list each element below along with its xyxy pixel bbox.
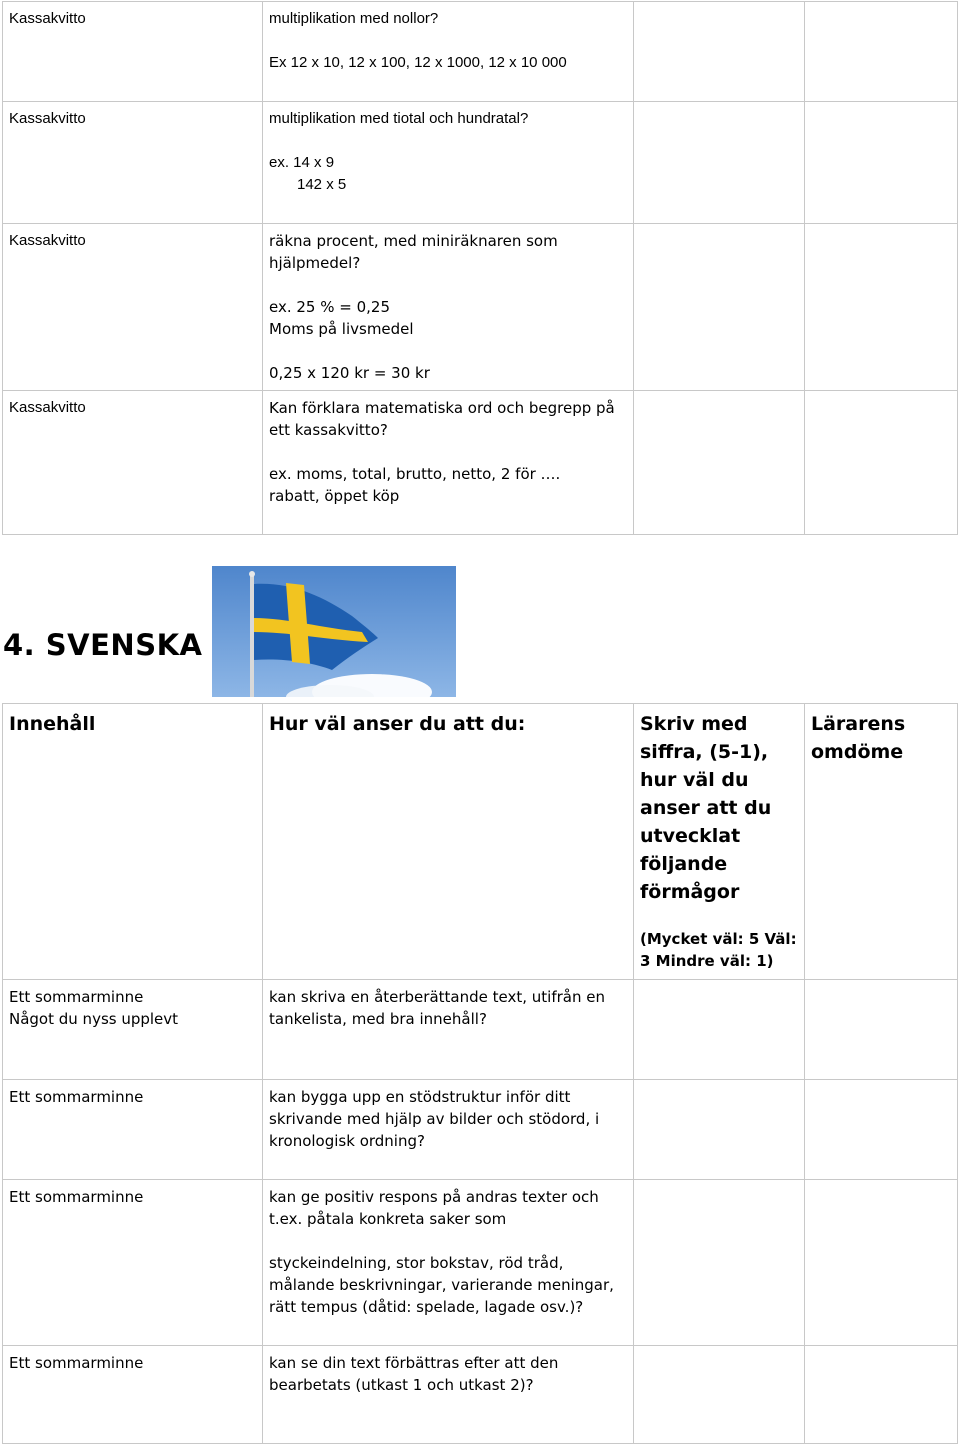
example-text: rabatt, öppet köp — [269, 487, 400, 505]
question-cell — [263, 2, 634, 102]
table-row — [3, 102, 958, 224]
swedish-flag-image — [212, 566, 456, 697]
question-cell — [263, 1180, 634, 1346]
rating-scale-note: (Mycket väl: 5 Väl: 3 Mindre väl: 1) — [640, 930, 797, 970]
content-cell — [3, 1180, 263, 1346]
question-text: räkna procent, med miniräknaren som hjälpmedel? — [269, 232, 558, 272]
content-label: Ett sommarminne — [9, 1088, 144, 1106]
self-rating-cell[interactable] — [634, 102, 805, 224]
example-text: 0,25 x 120 kr = 30 kr — [269, 364, 430, 382]
self-rating-cell[interactable] — [634, 224, 805, 391]
question-text: kan ge positiv respons på andras texter och t.ex. påtala konkreta saker som — [269, 1188, 599, 1228]
content-label: Ett sommarminne — [9, 1188, 144, 1206]
content-cell — [3, 1346, 263, 1444]
header-question — [263, 704, 634, 980]
section-title: 4. SVENSKA — [3, 628, 203, 662]
table-row — [3, 1080, 958, 1180]
self-rating-cell[interactable] — [634, 2, 805, 102]
table-row — [3, 1346, 958, 1444]
example-text: ex. 14 x 9 — [269, 154, 335, 171]
teacher-assessment-cell[interactable] — [805, 2, 958, 102]
teacher-assessment-cell[interactable] — [805, 1346, 958, 1444]
content-cell — [3, 1080, 263, 1180]
teacher-assessment-cell[interactable] — [805, 1080, 958, 1180]
question-text: kan bygga upp en stödstruktur inför ditt skrivande med hjälp av bilder och stödord, i kronologisk ordning? — [269, 1088, 600, 1150]
content-label: Kassakvitto — [9, 110, 86, 127]
self-rating-cell[interactable] — [634, 980, 805, 1080]
self-rating-cell[interactable] — [634, 1080, 805, 1180]
self-rating-cell[interactable] — [634, 1346, 805, 1444]
table-row — [3, 224, 958, 391]
table-row — [3, 391, 958, 535]
content-cell — [3, 224, 263, 391]
example-text: ex. 25 % = 0,25 — [269, 298, 390, 316]
content-label: Ett sommarminne — [9, 1354, 144, 1372]
header-label: Skriv med siffra, (5-1), hur väl du anser att du utvecklat följande förmågor — [640, 713, 772, 903]
content-cell — [3, 980, 263, 1080]
question-cell — [263, 980, 634, 1080]
header-teacher — [805, 704, 958, 980]
question-text: multiplikation med tiotal och hundratal? — [269, 110, 529, 127]
content-cell — [3, 391, 263, 535]
question-cell — [263, 391, 634, 535]
teacher-assessment-cell[interactable] — [805, 224, 958, 391]
question-text: multiplikation med nollor? — [269, 10, 439, 27]
header-label: Lärarens omdöme — [811, 713, 906, 763]
table-row — [3, 980, 958, 1080]
header-self-rating — [634, 704, 805, 980]
table-row — [3, 1180, 958, 1346]
self-rating-cell[interactable] — [634, 1180, 805, 1346]
example-text: styckeindelning, stor bokstav, röd tråd, målande beskrivningar, varierande meningar, rätt tempus (dåtid: spelade, lagade osv.)? — [269, 1254, 614, 1316]
question-cell — [263, 1080, 634, 1180]
table-row — [3, 2, 958, 102]
question-cell — [263, 224, 634, 391]
content-label: Kassakvitto — [9, 10, 86, 27]
example-text: Ex 12 x 10, 12 x 100, 12 x 1000, 12 x 10 000 — [269, 54, 567, 71]
header-label: Hur väl anser du att du: — [269, 713, 526, 735]
content-label: Ett sommarminne — [9, 988, 144, 1006]
teacher-assessment-cell[interactable] — [805, 980, 958, 1080]
content-label: Kassakvitto — [9, 399, 86, 416]
question-text: Kan förklara matematiska ord och begrepp på ett kassakvitto? — [269, 399, 615, 439]
content-label: Kassakvitto — [9, 232, 86, 249]
content-sublabel: Något du nyss upplevt — [9, 1010, 179, 1028]
math-table — [2, 1, 958, 535]
example-text: 142 x 5 — [297, 176, 347, 193]
content-cell — [3, 102, 263, 224]
swedish-table — [2, 703, 958, 1444]
teacher-assessment-cell[interactable] — [805, 391, 958, 535]
example-text: ex. moms, total, brutto, netto, 2 för …. — [269, 465, 561, 483]
header-content — [3, 704, 263, 980]
example-text: Moms på livsmedel — [269, 320, 414, 338]
self-rating-cell[interactable] — [634, 391, 805, 535]
header-label: Innehåll — [9, 713, 96, 735]
teacher-assessment-cell[interactable] — [805, 102, 958, 224]
question-cell — [263, 1346, 634, 1444]
question-text: kan skriva en återberättande text, utifrån en tankelista, med bra innehåll? — [269, 988, 605, 1028]
header-row — [3, 704, 958, 980]
teacher-assessment-cell[interactable] — [805, 1180, 958, 1346]
content-cell — [3, 2, 263, 102]
question-text: kan se din text förbättras efter att den bearbetats (utkast 1 och utkast 2)? — [269, 1354, 559, 1394]
question-cell — [263, 102, 634, 224]
